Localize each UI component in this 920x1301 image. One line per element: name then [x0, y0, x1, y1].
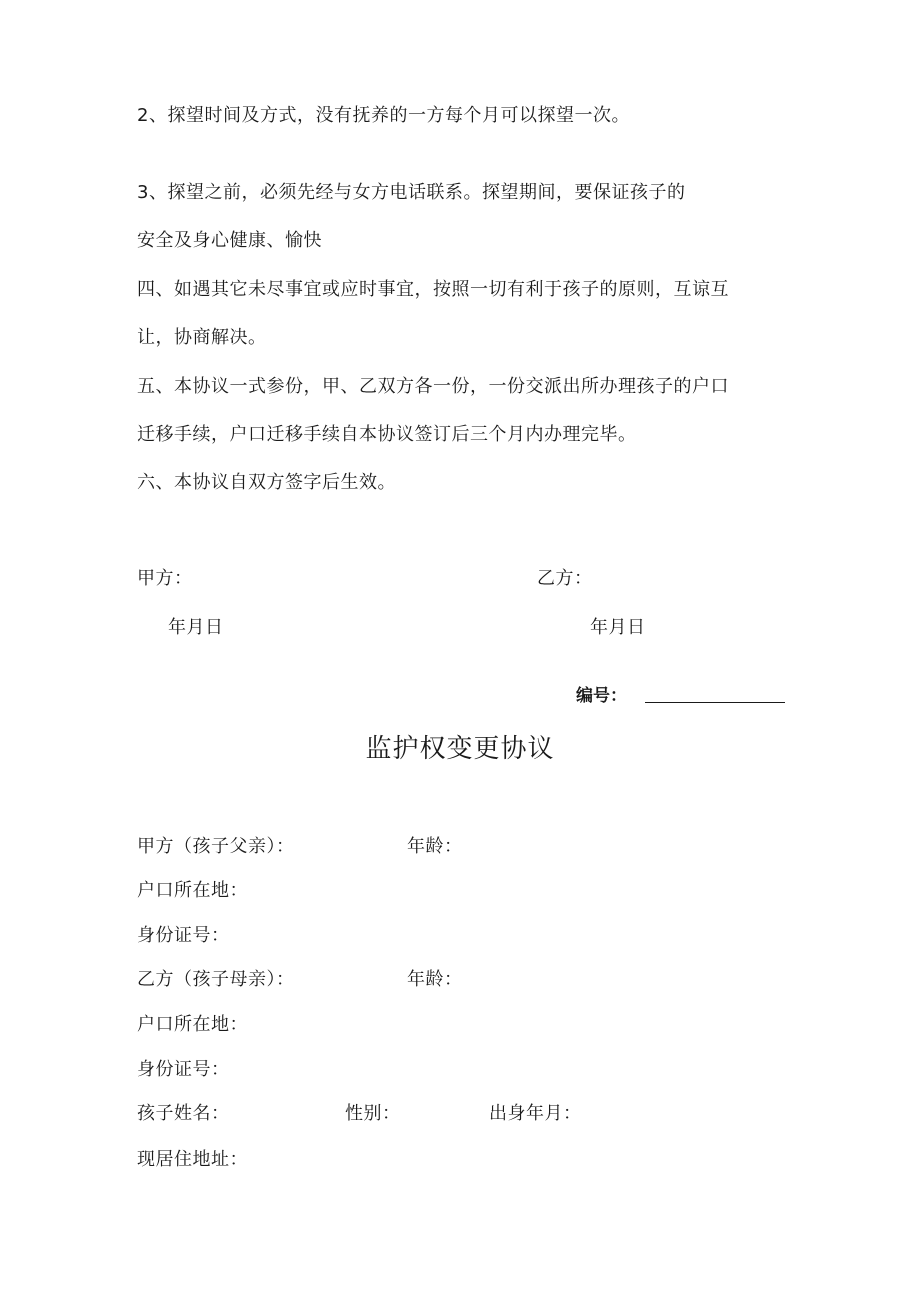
serial-number-label: 编号：	[576, 686, 627, 706]
child-birth-label: 出身年月：	[489, 1103, 582, 1124]
mother-label: 乙方（孩子母亲）：	[137, 969, 295, 990]
clause-five-cont: 迁移手续，户口迁移手续自本协议签订后三个月内办理完毕。	[137, 424, 637, 445]
clause-visitation-contact-cont: 安全及身心健康、愉快	[137, 230, 322, 251]
clause-visitation-frequency: 2、探望时间及方式，没有抚养的一方每个月可以探望一次。	[137, 105, 630, 126]
current-address-label: 现居住地址：	[137, 1149, 248, 1170]
father-id-label: 身份证号：	[137, 925, 230, 946]
clause-five: 五、本协议一式参份，甲、乙双方各一份，一份交派出所办理孩子的户口	[137, 376, 729, 397]
clause-six: 六、本协议自双方签字后生效。	[137, 472, 396, 493]
party-a-date: 年月日	[168, 617, 224, 638]
clause-visitation-contact: 3、探望之前，必须先经与女方电话联系。探望期间，要保证孩子的	[137, 182, 686, 203]
mother-household-label: 户口所在地：	[137, 1014, 248, 1035]
mother-id-label: 身份证号：	[137, 1059, 230, 1080]
father-age-label: 年龄：	[407, 836, 463, 857]
mother-age-label: 年龄：	[407, 969, 463, 990]
serial-number-blank	[645, 684, 785, 703]
clause-four: 四、如遇其它未尽事宜或应时事宜，按照一切有利于孩子的原则，互谅互	[137, 279, 729, 300]
party-a-signature-label: 甲方：	[137, 568, 193, 589]
party-b-date: 年月日	[590, 617, 646, 638]
clause-four-cont: 让，协商解决。	[137, 327, 267, 348]
father-label: 甲方（孩子父亲）：	[137, 836, 295, 857]
child-name-label: 孩子姓名：	[137, 1103, 230, 1124]
child-gender-label: 性别：	[345, 1103, 401, 1124]
serial-number	[576, 684, 785, 708]
father-household-label: 户口所在地：	[137, 880, 248, 901]
party-b-signature-label: 乙方：	[537, 568, 593, 589]
document-title: 监护权变更协议	[365, 734, 555, 764]
